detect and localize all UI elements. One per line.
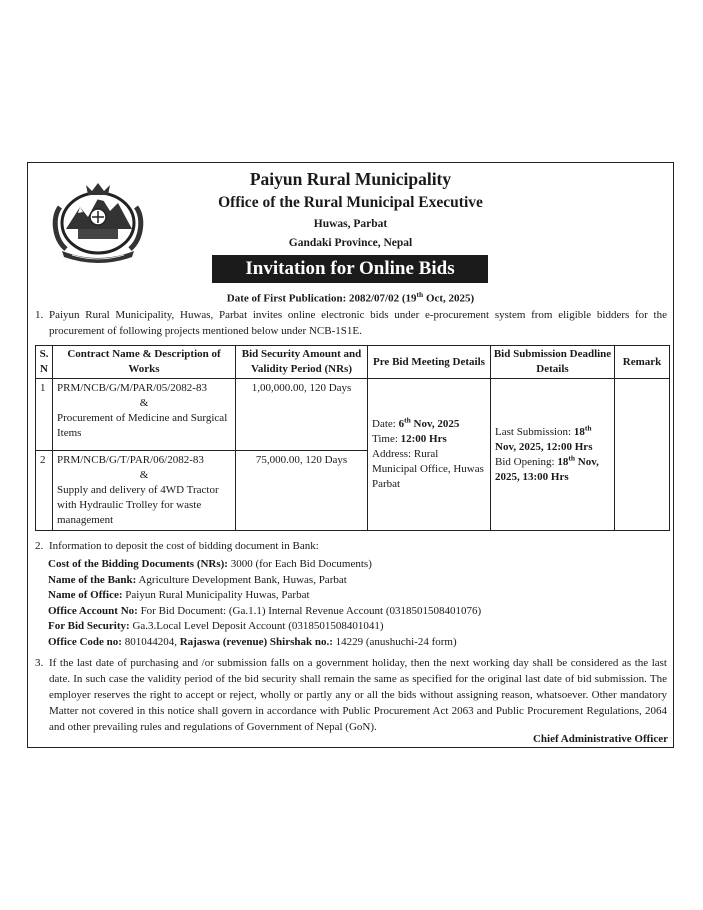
paragraph-text: Paiyun Rural Municipality, Huwas, Parbat invites online electronic bids under e-procurement system from eligible bidders for the procurement of following projects mentioned below under NCB-1S1E. xyxy=(49,309,667,337)
paragraph-number: 3. xyxy=(35,657,44,669)
bid-notice xyxy=(27,162,674,748)
row-sn: 1 xyxy=(36,379,53,451)
contract-code: PRM/NCB/G/M/PAR/05/2082-83 xyxy=(57,382,207,394)
row-contract xyxy=(53,379,236,451)
office-location: Huwas, Parbat xyxy=(313,218,388,230)
row-security: 75,000.00, 120 Days xyxy=(236,451,368,531)
table-header-row xyxy=(36,346,670,379)
paragraph-2 xyxy=(35,538,667,554)
contract-amp: & xyxy=(139,397,149,409)
last-submission: Last Submission: 18th Nov, 2025, 12:00 Hrs xyxy=(495,422,593,453)
paragraph-text: Information to deposit the cost of bidding document in Bank: xyxy=(49,540,319,552)
table-row xyxy=(36,379,670,451)
remark-cell xyxy=(615,379,670,531)
paragraph-1 xyxy=(35,307,667,339)
province-name: Gandaki Province, Nepal xyxy=(288,237,413,249)
submission-details xyxy=(491,379,615,531)
bid-opening: Bid Opening: 18th Nov, 2025, 13:00 Hrs xyxy=(495,452,599,483)
paragraph-3 xyxy=(35,655,667,735)
prebid-date: Date: 6th Nov, 2025 xyxy=(372,415,460,430)
paragraph-number: 1. xyxy=(35,309,44,321)
municipality-name: Paiyun Rural Municipality xyxy=(249,169,452,189)
bids-table xyxy=(35,345,670,531)
prebid-time: Time: 12:00 Hrs xyxy=(372,433,447,445)
header-submission: Bid Submission Deadline Details xyxy=(491,346,615,379)
security-line: For Bid Security: Ga.3.Local Level Deposit Account (0318501508401041) xyxy=(48,620,384,632)
header-security: Bid Security Amount and Validity Period (NRs) xyxy=(236,346,368,379)
row-sn: 2 xyxy=(36,451,53,531)
deposit-details xyxy=(48,557,481,650)
publication-date: Date of First Publication: 2082/07/02 (19th Oct, 2025) xyxy=(226,290,475,305)
paragraph-text: If the last date of purchasing and /or submission falls on a government holiday, then the next working day shall be considered as the last date. In such case the validity period of the bid security shall remain the same as specified for the original last date of bid submission. The employer reserves the right to accept or reject, wholly or partly any or all the bids without assigning reason, whatsoever. Other mandatory Matter not covered in this notice shall govern in accordance with Public Procurement Act 2063 and Public Procurement Regulations, 2064 and other prevailing rules and regulations of Government of Nepal (GoN). xyxy=(49,657,667,733)
header-prebid: Pre Bid Meeting Details xyxy=(368,346,491,379)
office-name: Office of the Rural Municipal Executive xyxy=(218,194,483,211)
cost-line: Cost of the Bidding Documents (NRs): 3000 (for Each Bid Documents) xyxy=(48,558,372,570)
contract-desc: Procurement of Medicine and Surgical Items xyxy=(57,412,228,439)
header-sn: S. N xyxy=(36,346,53,379)
notice-title-banner: Invitation for Online Bids xyxy=(212,255,488,283)
prebid-details xyxy=(368,379,491,531)
header-remark: Remark xyxy=(615,346,670,379)
row-contract xyxy=(53,451,236,531)
contract-desc: Supply and delivery of 4WD Tractor with Hydraulic Trolley for waste management xyxy=(57,484,219,526)
contract-amp: & xyxy=(139,469,149,481)
paragraph-number: 2. xyxy=(35,540,44,552)
prebid-address: Address: Rural Municipal Office, Huwas Parbat xyxy=(372,448,484,490)
signature: Chief Administrative Officer xyxy=(532,733,668,745)
header-contract: Contract Name & Description of Works xyxy=(53,346,236,379)
code-line: Office Code no: 801044204, Rajaswa (revenue) Shirshak no.: 14229 (anushuchi-24 form) xyxy=(48,635,457,648)
contract-code: PRM/NCB/G/T/PAR/06/2082-83 xyxy=(57,454,204,466)
bank-line: Name of the Bank: Agriculture Development Bank, Huwas, Parbat xyxy=(48,573,347,586)
row-security: 1,00,000.00, 120 Days xyxy=(236,379,368,451)
account-line: Office Account No: For Bid Document: (Ga.1.1) Internal Revenue Account (0318501508401076) xyxy=(48,604,482,617)
office-line: Name of Office: Paiyun Rural Municipality Huwas, Parbat xyxy=(48,589,310,601)
